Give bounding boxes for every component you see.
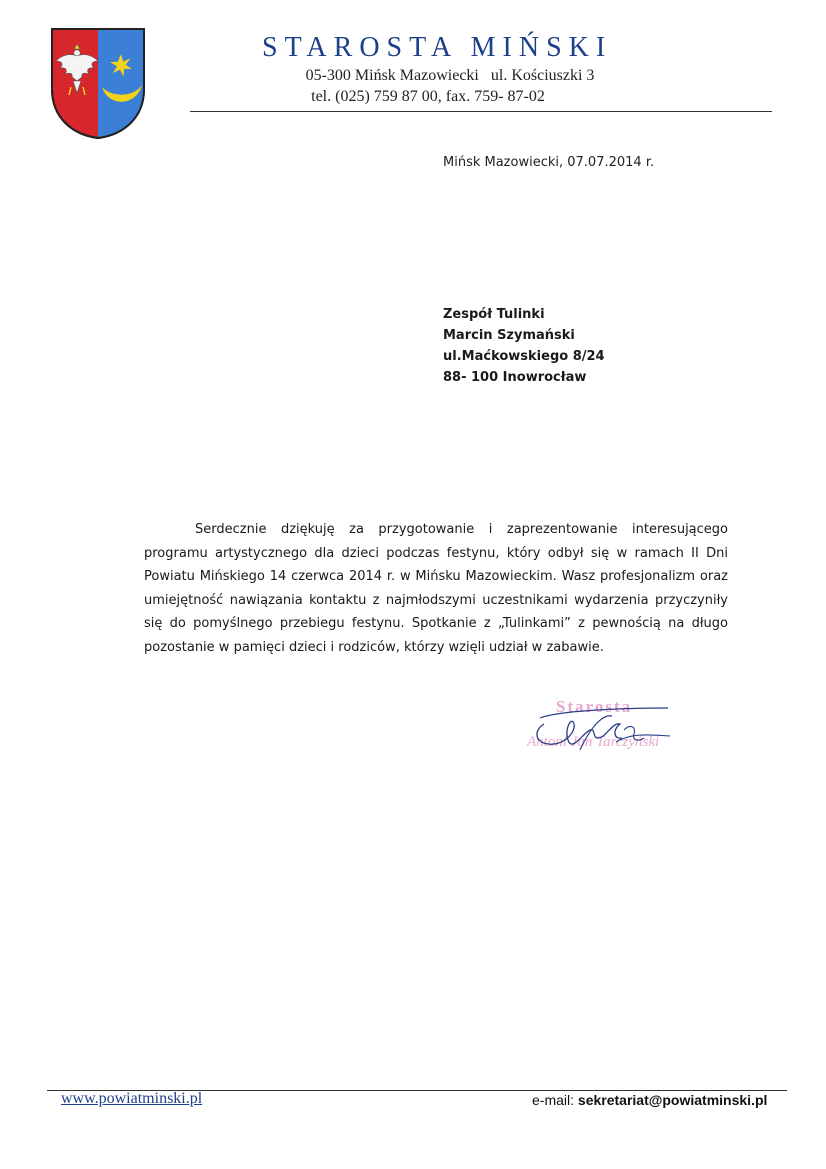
letter-date: Mińsk Mazowiecki, 07.07.2014 r.: [443, 155, 655, 170]
footer-email-address[interactable]: sekretariat@powiatminski.pl: [577, 1092, 768, 1108]
recipient-address-block: [443, 304, 605, 388]
footer-website-link[interactable]: www.powiatminski.pl: [61, 1090, 203, 1107]
header-title: STAROSTA MIŃSKI: [262, 32, 613, 63]
footer-email-label: e-mail:: [532, 1092, 575, 1108]
letter-body: [144, 518, 728, 659]
recipient-line-2: Marcin Szymański: [443, 328, 575, 343]
handwritten-signature-icon: [520, 694, 690, 764]
recipient-line-3: ul.Maćkowskiego 8/24: [443, 349, 605, 364]
header-divider: [190, 111, 772, 112]
footer-email: [532, 1092, 767, 1108]
letter-body-paragraph: Serdecznie dziękuję za przygotowanie i zaprezentowanie interesującego programu artystycznego dla dzieci podczas festynu, który odbył się w ramach II Dni Powiatu Mińskiego 14 czerwca 2014 r. w Mińsku Mazowieckim. Wasz profesjonalizm oraz umiejętność nawiązania kontaktu z najmłodszymi uczestnikami wydarzenia przyczyniły się do pomyślnego przebiegu festynu. Spotkanie z „Tulinkami” z pewnością na długo pozostanie w pamięci dzieci i rodziców, którzy wzięli udział w zabawie.: [144, 522, 728, 655]
coat-of-arms-crest-icon: [50, 27, 146, 140]
stamp-title: Starosta: [556, 697, 633, 716]
recipient-line-1: Zespół Tulinki: [443, 307, 545, 322]
header-phone: tel. (025) 759 87 00, fax. 759- 87-02: [311, 88, 545, 105]
recipient-line-4: 88- 100 Inowrocław: [443, 370, 587, 385]
header-address: 05-300 Mińsk Mazowiecki ul. Kościuszki 3: [305, 67, 595, 84]
stamp-name: Antoni Jan Tarczyński: [527, 734, 660, 750]
